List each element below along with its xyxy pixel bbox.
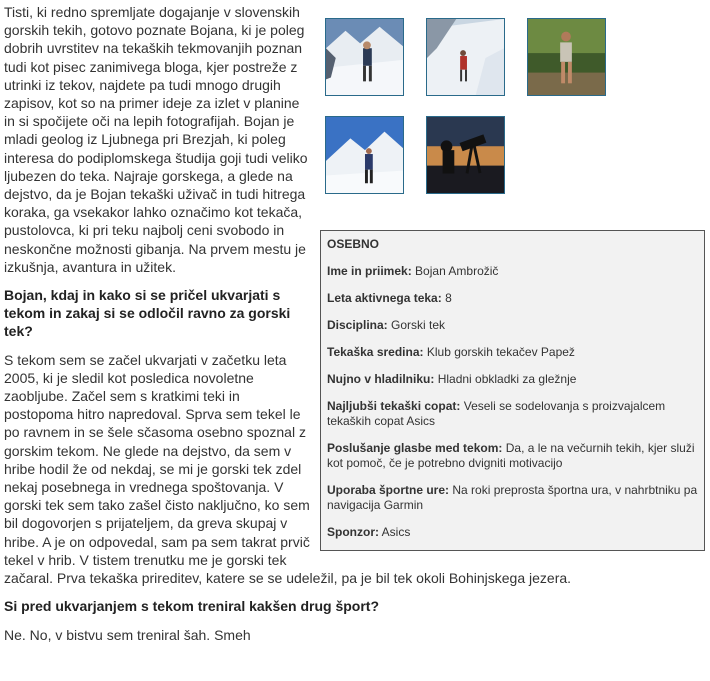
- info-label: Poslušanje glasbe med tekom:: [327, 441, 503, 455]
- info-row-fridge: [327, 372, 698, 387]
- info-value: Da, a le na večurnih tekih, kjer služi kot pomoč, če je potrebno dvigniti motivacijo: [327, 441, 695, 470]
- photo-thumbnail-forest-runner[interactable]: [527, 18, 606, 96]
- info-value: Bojan Ambrožič: [415, 264, 499, 278]
- photo-thumbnail-mountain-peak[interactable]: [325, 116, 404, 194]
- sidebar: [320, 0, 710, 551]
- info-value: Asics: [381, 525, 411, 539]
- info-label: Sponzor:: [327, 525, 379, 539]
- info-value: Na roki preprosta športna ura, v nahrbtniku pa navigacija Garmin: [327, 483, 698, 512]
- info-value: Hladni obkladki za gležnje: [437, 372, 577, 386]
- photo-gallery: [320, 0, 710, 220]
- info-row-club: [327, 345, 698, 360]
- info-label: Uporaba športne ure:: [327, 483, 450, 497]
- answer-paragraph: Ne. No, v bistvu sem treniral šah. Smeh: [4, 626, 251, 643]
- photo-thumbnail-snow-runner[interactable]: [325, 18, 404, 96]
- info-value: Klub gorskih tekačev Papež: [426, 345, 575, 359]
- info-value: Veseli se sodelovanja s proizvajalcem tekaških copat Asics: [327, 399, 666, 428]
- info-label: Disciplina:: [327, 318, 388, 332]
- photo-thumbnail-telescope-sunset[interactable]: [426, 116, 505, 194]
- info-value: Gorski tek: [391, 318, 446, 332]
- info-row-sponsor: [327, 525, 698, 540]
- info-label: Leta aktivnega teka:: [327, 291, 442, 305]
- info-row-name: [327, 264, 698, 279]
- info-label: Nujno v hladilniku:: [327, 372, 435, 386]
- info-row-discipline: [327, 318, 698, 333]
- info-row-watch: [327, 483, 698, 513]
- info-value: 8: [445, 291, 452, 305]
- question-heading: Si pred ukvarjanjem s tekom treniral kakšen drug šport?: [4, 598, 380, 615]
- info-label: Tekaška sredina:: [327, 345, 424, 359]
- personal-info-box: [320, 230, 705, 551]
- info-label: Najljubši tekaški copat:: [327, 399, 461, 413]
- info-row-years: [327, 291, 698, 306]
- info-label: Ime in priimek:: [327, 264, 412, 278]
- info-row-shoe: [327, 399, 698, 429]
- info-row-music: [327, 441, 698, 471]
- question-heading: Bojan, kdaj in kako si se pričel ukvarjati s tekom in zakaj si se odločil ravno za gorski tek?: [4, 287, 291, 340]
- answer-paragraph: S tekom sem se začel ukvarjati v začetku leta 2005, ki je sledil kot posledica novoletne zaobljube. Začel sem s kratkimi teki in postopoma hitro napredoval. Sprva sem tekel le po ravnem in se šele sčasoma osebno spoznal z gorskim tekom. Ne glede na dejstvo, da sem v hribe hodil že od nekdaj, se mi je gorski tek zdel nekaj posebnega in vrednega spoštovanja. V gorski tek sem tako zašel čisto naključno, ko sem bil dogovorjen s prijateljem, da greva skupaj v hribe. A je on odpovedal, sam pa sem takrat prvič tekel v hrib. V tistem trenutku me je gorski tek začaral. Prva tekaška prireditev, katere se se udeležil, pa je bil tek okoli Bohinjskega jezera.: [4, 351, 572, 587]
- personal-info-title: OSEBNO: [327, 237, 380, 251]
- photo-thumbnail-snow-slope[interactable]: [426, 18, 505, 96]
- intro-paragraph: Tisti, ki redno spremljate dogajanje v slovenskih gorskih tekih, gotovo poznate Bojana, ki je poleg dobrih uvrstitev na tekaških tekmovanjih poznan tudi kot pisec zanimivega bloga, kjer postreže z utrinki iz tekov, najdete pa tudi mnogo drugih zapisov, kot so na primer ideje za izlet v planine in si spočijete oči na lepih fotografijah. Bojan je mladi geolog iz Ljubnega pri Brezjah, ki poleg interesa do podiplomskega študija goji tudi veliko ljubezen do teka. Najraje gorskega, a glede na dejstvo, da je Bojan tekaški uživač in tudi hitrega koraka, ga vsekakor lahko označimo kot tekača, pustolovca, ki pri teku najbolj ceni svobodo in neskončne možnosti gibanja. Na prvem mestu je izkušnja, avantura in užitek.: [4, 4, 308, 275]
